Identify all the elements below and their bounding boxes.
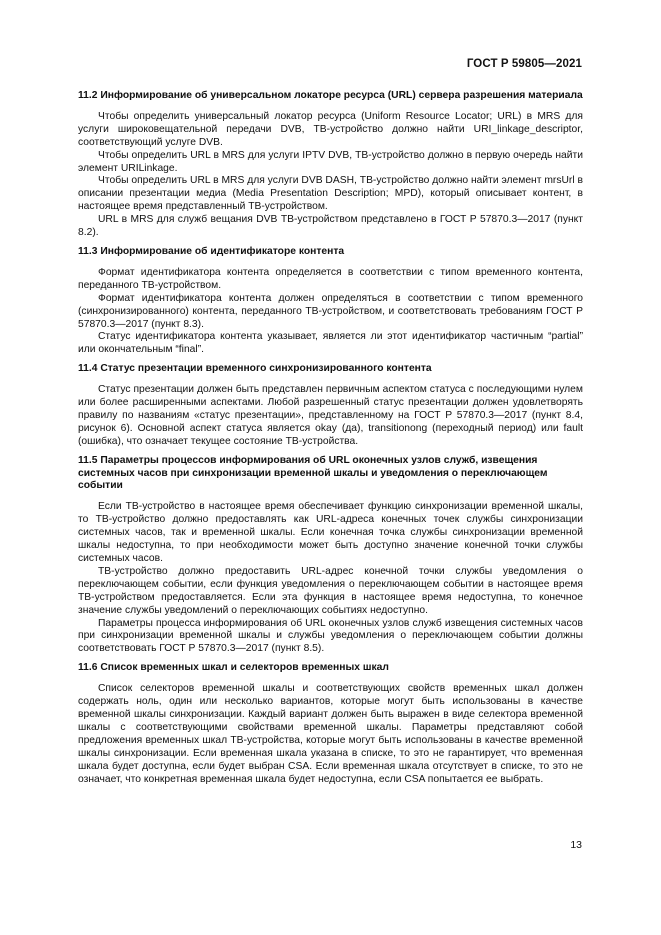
section-heading: 11.6 Список временных шкал и селекторов временных шкал: [78, 662, 389, 674]
paragraph: Статус презентации должен быть представлен первичным аспектом статуса с последующими нулем или более расширенными аспектами. Любой разрешенный статус презентации должен удовлетворять правилу по названиям «статус презентации», представленному на ГОСТ Р 57870.3—2017 (пункт 8.4, рисунок 6). Основной аспект статуса является okay (да), transitionong (переходный период) или fault (ошибка), что означает текущее состояние ТВ-устройства.: [78, 384, 583, 447]
section-11-2: [78, 90, 583, 240]
paragraph: Чтобы определить универсальный локатор ресурса (Uniform Resource Locator; URL) в MRS для услуги широковещательной передачи DVB, ТВ-устройство должно найти URI_linkage_descriptor, соответствующий услуге DVB.: [78, 110, 583, 148]
section-11-6: [78, 662, 583, 786]
section-heading: 11.4 Статус презентации временного синхронизированного контента: [78, 363, 432, 375]
paragraph: Если ТВ-устройство в настоящее время обеспечивает функцию синхронизации временной шкалы, то ТВ-устройство должно предоставлять как URL-адреса конечных точек службы синхронизации системных часов, так и временной шкалы. Если конечная точка службы синхронизации временной шкалы недоступна, то при необходимости может быть доступно значение конечной точки службы системных часов.: [78, 501, 583, 564]
page-number: 13: [570, 839, 582, 851]
document-body: [78, 90, 583, 792]
paragraph: URL в MRS для служб вещания DVB ТВ-устройством представлено в ГОСТ Р 57870.3—2017 (пункт 8.2).: [78, 214, 583, 239]
paragraph: Чтобы определить URL в MRS для услуги DVB DASH, ТВ-устройство должно найти элемент mrsUrl в описании презентации медиа (Media Presentation Description; MPD), который описывает контент, в настоящее время представленный ТВ-устройством.: [78, 175, 583, 213]
paragraph: Формат идентификатора контента должен определяться в соответствии с типом временного (синхронизированного) контента, переданного ТВ-устройством, и соответствовать требованиям ГОСТ Р 57870.3—2017 (пункт 8.3).: [78, 292, 583, 330]
paragraph: Список селекторов временной шкалы и соответствующих свойств временных шкал должен содержать ноль, один или несколько вариантов, которые могут быть использованы в качестве временной шкалы синхронизации. Каждый вариант должен быть выражен в виде селектора временной шкалы с соответствующими свойствами временной шкалы. Параметры представляют собой предложения временных шкал ТВ-устройства, которые могут быть использованы в качестве временной шкалы синхронизации. Если временная шкала указана в списке, то это не гарантирует, что временная шкала будет доступна, если будет выбран CSA. Если временная шкала отсутствует в списке, то это не означает, что конкретная временная шкала будет недоступна, если CSA попытается ее выбрать.: [78, 683, 583, 785]
paragraph: Чтобы определить URL в MRS для услуги IPTV DVB, ТВ-устройство должно в первую очередь найти элемент URILinkage.: [78, 149, 583, 174]
paragraph: Параметры процесса информирования об URL оконечных узлов служб извещения системных часов при синхронизации временной шкалы и службы уведомления о переключающем событии должны соответствовать ГОСТ Р 57870.3—2017 (пункт 8.5).: [78, 617, 583, 655]
paragraph: Статус идентификатора контента указывает, является ли этот идентификатор частичным “partial” или окончательным “final”.: [78, 331, 583, 356]
section-11-4: [78, 363, 583, 448]
section-11-3: [78, 246, 583, 357]
section-heading: 11.5 Параметры процессов информирования об URL оконечных узлов служб, извещения системных часов при синхронизации временной шкалы и уведомления о переключающем событии: [78, 454, 548, 492]
paragraph: Формат идентификатора контента определяется в соответствии с типом временного контента, переданного ТВ-устройством.: [78, 266, 583, 291]
document-standard-header: ГОСТ Р 59805—2021: [466, 58, 582, 70]
section-heading: 11.3 Информирование об идентификаторе контента: [78, 245, 345, 257]
section-heading: 11.2 Информирование об универсальном локаторе ресурса (URL) сервера разрешения материала: [78, 90, 583, 101]
paragraph: ТВ-устройство должно предоставить URL-адрес конечной точки службы уведомления о переключающем событии, если функция уведомления о переключающем событии в настоящее время ТВ-устройством предоставляется. Если эта функция в настоящее время недоступна, то конечное значение службы уведомлений о переключающих событиях недоступно.: [78, 565, 583, 616]
section-11-5: [78, 455, 583, 657]
